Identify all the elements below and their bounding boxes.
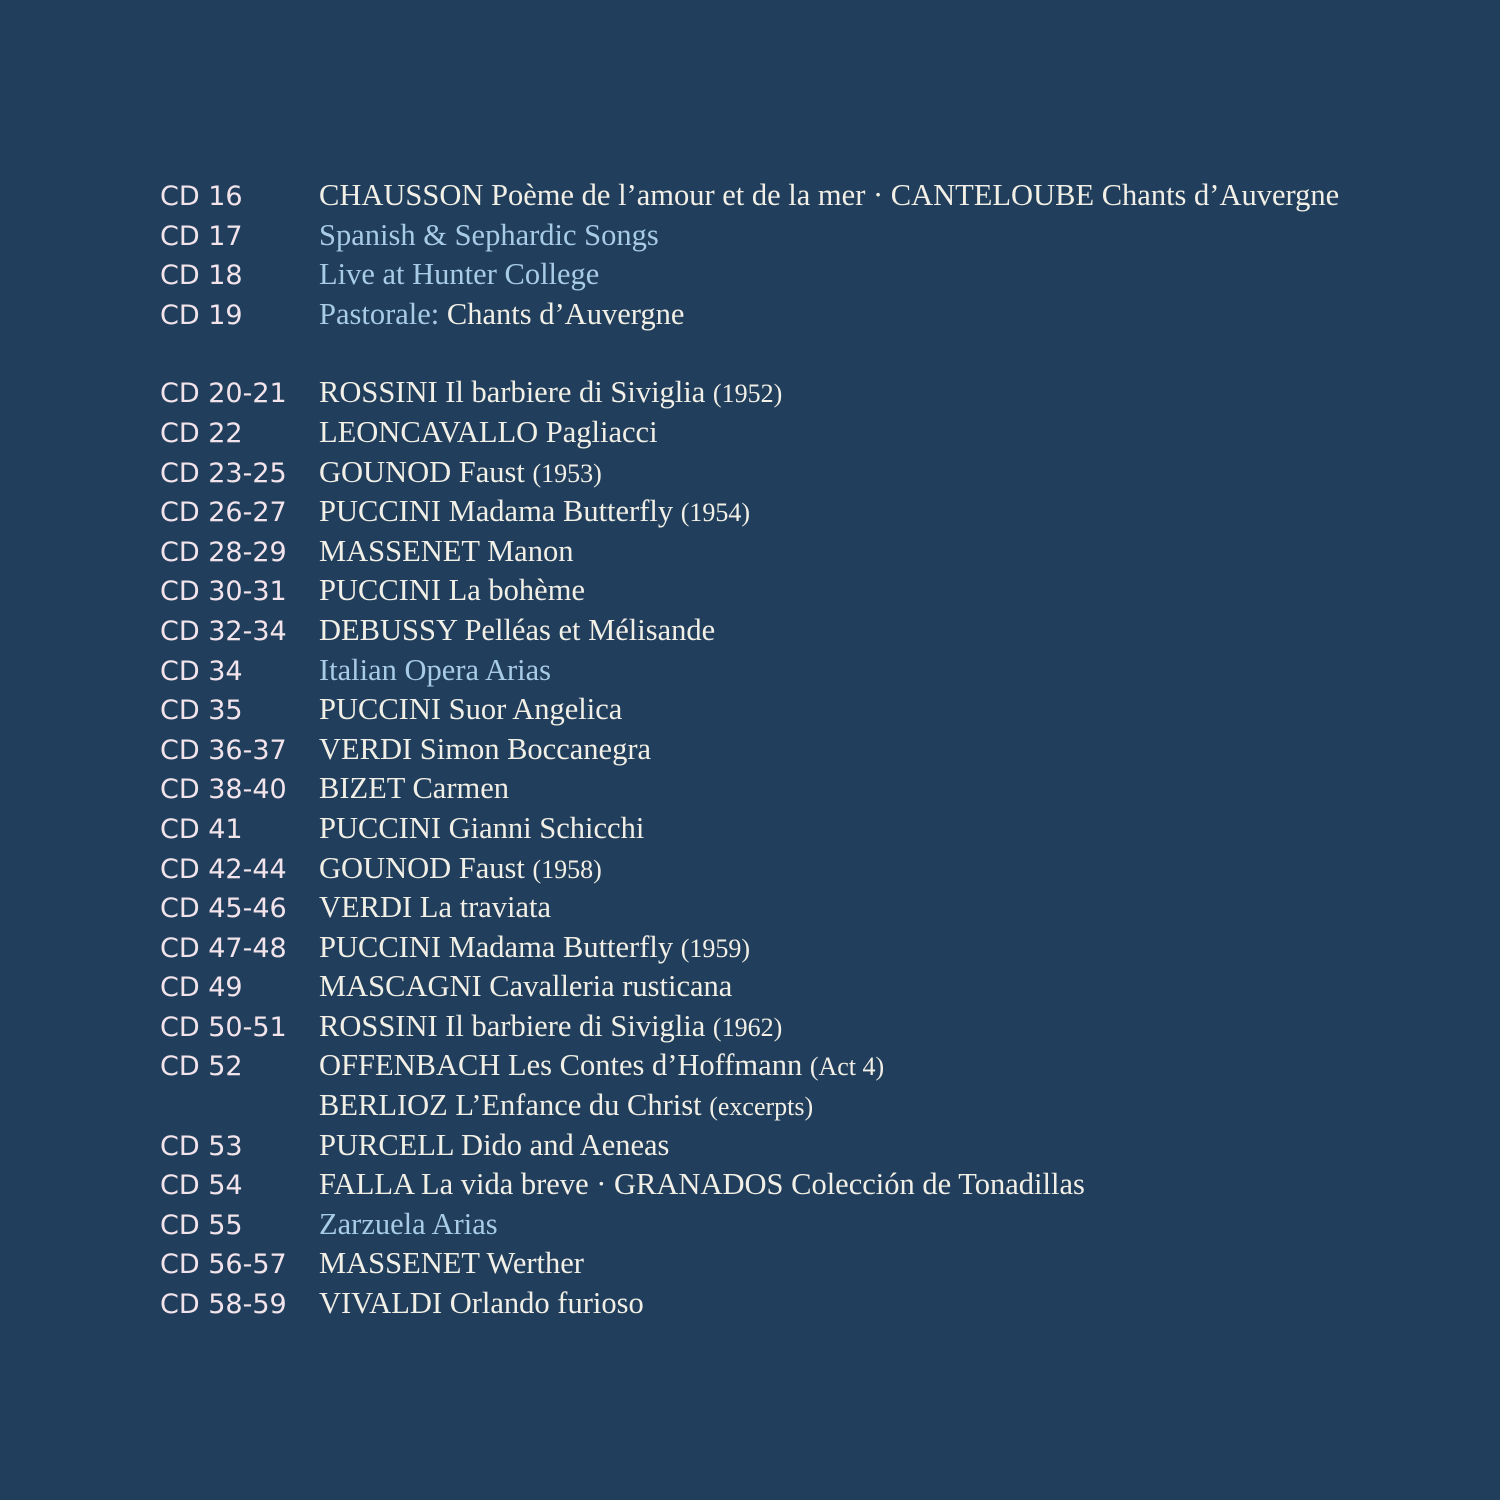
- cd-title-part: MASSENET Werther: [319, 1246, 584, 1281]
- cd-row: [160, 771, 1339, 811]
- cd-title: [319, 771, 509, 806]
- cd-title-part: Zarzuela Arias: [319, 1206, 498, 1241]
- cd-title: [319, 613, 715, 648]
- cd-row: [160, 257, 1339, 297]
- cd-title-part: (1959): [680, 933, 751, 963]
- cd-title-part: (Act 4): [809, 1052, 885, 1082]
- cd-title-part: (1962): [712, 1012, 783, 1042]
- cd-title-part: (excerpts): [709, 1092, 814, 1122]
- cd-title-part: VERDI Simon Boccanegra: [319, 731, 652, 766]
- cd-title: [319, 890, 551, 925]
- cd-title-part: LEONCAVALLO Pagliacci: [319, 414, 658, 449]
- cd-number: CD 19: [160, 299, 243, 331]
- cd-title: [319, 1246, 584, 1281]
- cd-row: [160, 218, 1339, 258]
- cd-title: [319, 811, 644, 846]
- cd-title-part: PUCCINI La bohème: [319, 573, 585, 608]
- cd-number: CD 16: [160, 181, 243, 212]
- cd-title-part: GOUNOD Faust: [319, 850, 533, 885]
- cd-number: CD 42-44: [160, 853, 287, 885]
- cd-number: CD 36-37: [160, 734, 287, 766]
- cd-title-part: OFFENBACH Les Contes d’Hoffmann: [319, 1048, 810, 1083]
- cd-number: CD 52: [160, 1051, 243, 1083]
- cd-title: [319, 415, 658, 450]
- cd-title-part: Spanish & Sephardic Songs: [319, 217, 659, 252]
- cd-title-part: FALLA La vida breve · GRANADOS Colección de Tonadillas: [319, 1167, 1085, 1202]
- cd-number: CD 49: [160, 972, 243, 1004]
- cd-number: CD 38-40: [160, 774, 287, 806]
- cd-row: [160, 930, 1339, 970]
- cd-row: [160, 851, 1339, 891]
- cd-title: [319, 653, 551, 688]
- cd-row: [160, 1009, 1339, 1049]
- cd-number: CD 35: [160, 695, 243, 727]
- cd-title-part: ROSSINI Il barbiere di Siviglia: [319, 1008, 713, 1043]
- cd-title: [319, 1128, 669, 1163]
- cd-row: [160, 375, 1339, 415]
- cd-title-part: Italian Opera Arias: [319, 652, 552, 687]
- cd-title: [319, 375, 782, 410]
- cd-title: [319, 930, 750, 965]
- cd-row: [160, 1128, 1339, 1168]
- cd-row: [160, 613, 1339, 653]
- cd-title-part: PUCCINI Madama Butterfly: [319, 494, 681, 529]
- cd-group: [160, 178, 1339, 336]
- cd-number: CD 53: [160, 1130, 243, 1162]
- cd-title-part: PUCCINI Gianni Schicchi: [319, 810, 645, 845]
- cd-row: [160, 1286, 1339, 1326]
- cd-number: CD 55: [160, 1209, 243, 1241]
- cd-row: [160, 890, 1339, 930]
- cd-title: [319, 1009, 782, 1044]
- cd-title: [319, 257, 599, 292]
- cd-row: [160, 1207, 1339, 1247]
- cd-title: [319, 851, 602, 886]
- cd-title-part: Pastorale:: [319, 296, 447, 331]
- cd-number: CD 56-57: [160, 1249, 287, 1281]
- cd-number: CD 20-21: [160, 378, 287, 410]
- cd-title-part: PUCCINI Madama Butterfly: [319, 929, 681, 964]
- cd-title-part: BERLIOZ L’Enfance du Christ: [319, 1088, 710, 1123]
- cd-number: CD 50-51: [160, 1011, 287, 1043]
- cd-title: [319, 455, 602, 490]
- cd-row: [160, 732, 1339, 772]
- cd-row: [160, 1088, 1339, 1128]
- cd-row: [160, 969, 1339, 1009]
- cd-row: [160, 1167, 1339, 1207]
- cd-title: [319, 494, 750, 529]
- cd-title-part: BIZET Carmen: [319, 771, 510, 806]
- cd-row: [160, 811, 1339, 851]
- cd-number: CD 18: [160, 260, 243, 292]
- cd-title-part: PUCCINI Suor Angelica: [319, 692, 623, 727]
- cd-number: CD 34: [160, 655, 243, 687]
- cd-title: [319, 1207, 498, 1242]
- cd-title: [319, 732, 651, 767]
- cd-number: CD 30-31: [160, 576, 287, 608]
- cd-title: [319, 1167, 1085, 1202]
- cd-number: CD 54: [160, 1170, 243, 1202]
- cd-title-part: MASCAGNI Cavalleria rusticana: [319, 969, 733, 1004]
- cd-list: [160, 178, 1339, 1326]
- cd-title-part: (1958): [532, 854, 602, 884]
- cd-number: CD 41: [160, 813, 243, 845]
- cd-number: CD 23-25: [160, 457, 287, 489]
- cd-title-part: CHAUSSON Poème de l’amour et de la mer · CANTELOUBE Chants d’Auvergne: [319, 178, 1340, 212]
- cd-group: [160, 375, 1339, 1325]
- cd-title: [319, 218, 659, 253]
- cd-row: [160, 178, 1339, 218]
- cd-row: [160, 534, 1339, 574]
- cd-title: [319, 178, 1339, 213]
- cd-title: [319, 692, 622, 727]
- cd-number: CD 17: [160, 220, 243, 252]
- cd-row: [160, 1246, 1339, 1286]
- cd-number: CD 28-29: [160, 536, 287, 568]
- cd-title-part: (1953): [532, 458, 602, 488]
- cd-number: CD 32-34: [160, 615, 287, 647]
- cd-row: [160, 692, 1339, 732]
- cd-title-part: VIVALDI Orlando furioso: [319, 1286, 644, 1321]
- cd-title: [319, 969, 732, 1004]
- cd-row: [160, 455, 1339, 495]
- cd-number: CD 47-48: [160, 932, 287, 964]
- cd-title-part: Chants d’Auvergne: [446, 296, 685, 331]
- cd-title: [319, 534, 573, 569]
- cd-title: [319, 297, 684, 332]
- cd-row: [160, 653, 1339, 693]
- cd-title: [319, 573, 585, 608]
- cd-row: [160, 297, 1339, 337]
- cd-title-part: DEBUSSY Pelléas et Mélisande: [319, 612, 716, 647]
- cd-title-part: MASSENET Manon: [319, 533, 574, 568]
- cd-row: [160, 573, 1339, 613]
- cd-title-part: (1952): [712, 379, 783, 409]
- cd-title: [319, 1048, 884, 1083]
- cd-number: CD 26-27: [160, 497, 287, 529]
- cd-title-part: Live at Hunter College: [319, 257, 600, 292]
- cd-title: [319, 1286, 644, 1321]
- cd-number: CD 58-59: [160, 1289, 287, 1321]
- cd-title-part: PURCELL Dido and Aeneas: [319, 1127, 670, 1162]
- cd-row: [160, 415, 1339, 455]
- cd-row: [160, 1048, 1339, 1088]
- cd-title-part: VERDI La traviata: [319, 890, 552, 925]
- cd-title-part: GOUNOD Faust: [319, 454, 533, 489]
- cd-title-part: (1954): [680, 498, 751, 528]
- cd-number: CD 45-46: [160, 893, 287, 925]
- cd-title: [319, 1088, 813, 1123]
- cd-row: [160, 494, 1339, 534]
- cd-title-part: ROSSINI Il barbiere di Siviglia: [319, 375, 713, 410]
- cd-number: CD 22: [160, 417, 243, 449]
